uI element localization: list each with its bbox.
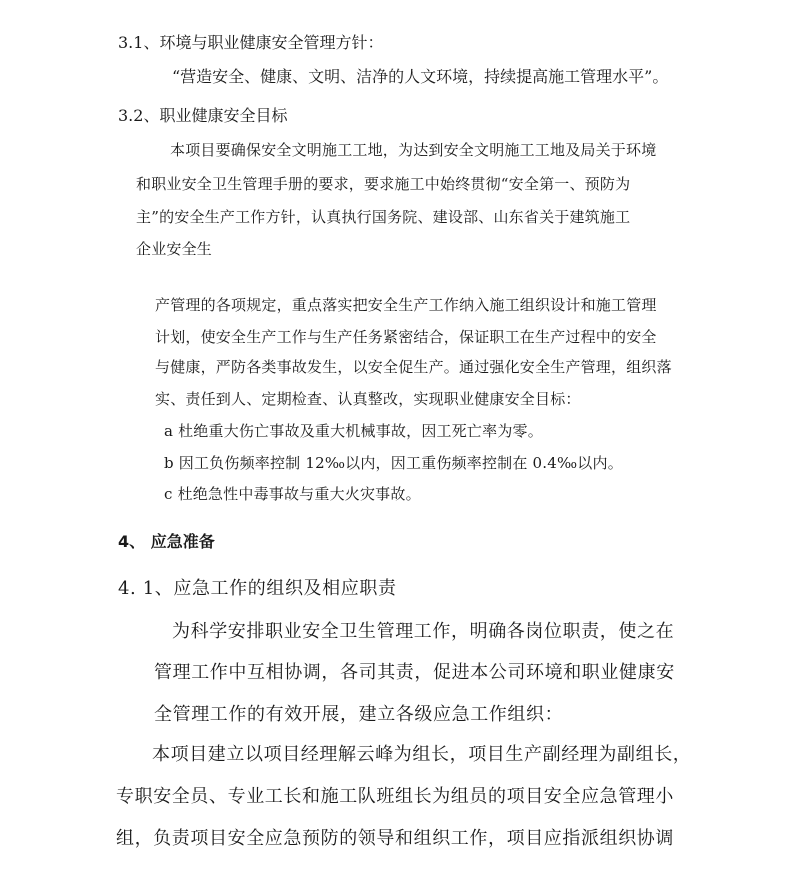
goal-paragraph-1-line: 本项目要确保安全文明施工工地，为达到安全文明施工工地及局关于环境 [170, 141, 657, 159]
policy-motto: “营造安全、健康、文明、洁净的人文环境，持续提高施工管理水平”。 [172, 67, 669, 86]
section-4-heading: 4、 应急准备 [118, 532, 215, 551]
duty-paragraph-2-line: 本项目建立以项目经理解云峰为组长，项目生产副经理为副组长， [152, 744, 692, 765]
section-3-2-heading: 3.2、职业健康安全目标 [118, 106, 288, 125]
section-4-1-heading: 4. 1、应急工作的组织及相应职责 [118, 578, 397, 599]
duty-paragraph-2-line: 组，负责项目安全应急预防的领导和组织工作，项目应指派组织协调 [116, 828, 674, 849]
goal-item-b: b 因工负伤频率控制 12‰以内，因工重伤频率控制在 0.4‰以内。 [164, 454, 623, 472]
duty-paragraph-2-line: 专职安全员、专业工长和施工队班组长为组员的项目安全应急管理小 [116, 786, 674, 807]
goal-paragraph-1-line: 和职业安全卫生管理手册的要求，要求施工中始终贯彻“安全第一、预防为 [136, 175, 631, 193]
goal-paragraph-2-line: 计划，使安全生产工作与生产任务紧密结合，保证职工在生产过程中的安全 [155, 328, 657, 346]
section-3-1-heading: 3.1、环境与职业健康安全管理方针： [118, 33, 384, 52]
duty-paragraph-1-line: 为科学安排职业安全卫生管理工作，明确各岗位职责，使之在 [172, 621, 675, 642]
goal-paragraph-1-line: 主”的安全生产工作方针，认真执行国务院、建设部、山东省关于建筑施工 [136, 208, 631, 226]
goal-paragraph-1-line: 企业安全生 [136, 240, 213, 258]
goal-item-a: a 杜绝重大伤亡事故及重大机械事故，因工死亡率为零。 [164, 422, 543, 440]
duty-paragraph-1-line: 全管理工作的有效开展，建立各级应急工作组织： [154, 704, 564, 725]
goal-paragraph-2-line: 实、责任到人、定期检查、认真整改，实现职业健康安全目标： [155, 390, 581, 408]
goal-paragraph-2-line: 与健康，严防各类事故发生，以安全促生产。通过强化安全生产管理，组织落 [155, 358, 672, 376]
goal-paragraph-2-line: 产管理的各项规定，重点落实把安全生产工作纳入施工组织设计和施工管理 [155, 296, 657, 314]
duty-paragraph-1-line: 管理工作中互相协调，各司其责，促进本公司环境和职业健康安 [154, 662, 675, 683]
goal-item-c: c 杜绝急性中毒事故与重大火灾事故。 [164, 485, 421, 503]
